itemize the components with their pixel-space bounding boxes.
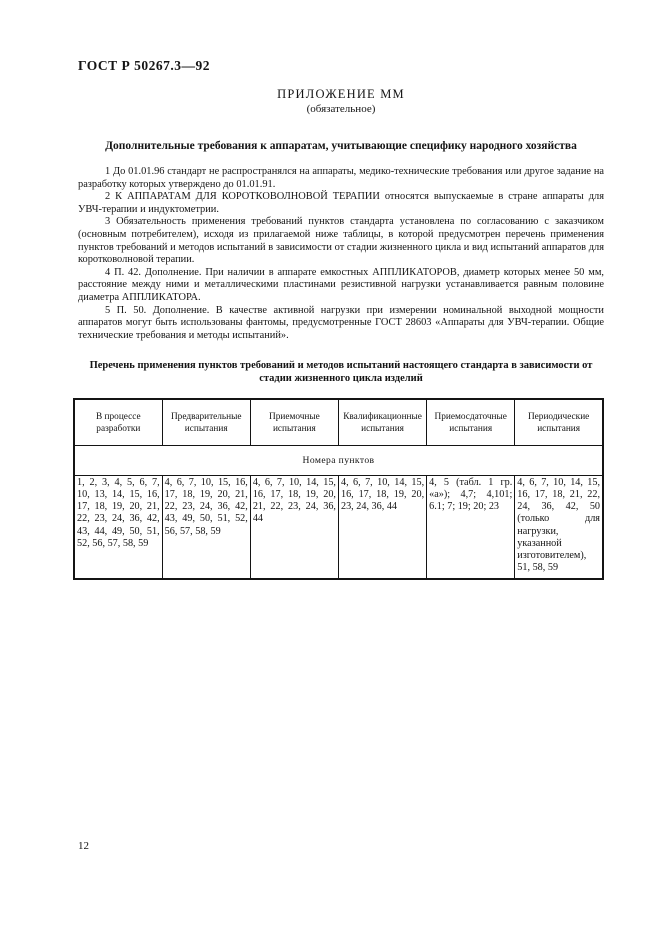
cell-periodic-points: 4, 6, 7, 10, 14, 15, 16, 17, 18, 21, 22, 24, 36, 42, 50 (только для нагрузки, указанной изготовителем), 51, 58, 59 [515, 475, 603, 579]
paragraph-4: 4 П. 42. Дополнение. При наличии в аппарате емкостных АППЛИКАТОРОВ, диаметр которых менее 50 мм, расстояние между ними и металлическими пластинами резистивной нагрузки устанавливается равным половине диаметра АППЛИКАТОРА. [78, 266, 604, 303]
paragraph-2: 2 К АППАРАТАМ ДЛЯ КОРОТКОВОЛНОВОЙ ТЕРАПИИ относятся выпускаемые в стране аппараты для УВЧ-терапии и индуктометрии. [78, 191, 604, 215]
cell-qualification-points: 4, 6, 7, 10, 14, 15, 16, 17, 18, 19, 20, 23, 24, 36, 44 [338, 475, 426, 579]
paragraph-1: 1 До 01.01.96 стандарт не распространялся на аппараты, медико-технические требования или другое задание на разработку которых утверждено до 01.01.91. [78, 166, 604, 190]
column-header-handover: Приемосдаточные испытания [427, 399, 515, 445]
table-data-row [74, 475, 603, 579]
page-number: 12 [78, 840, 89, 852]
cell-acceptance-points: 4, 6, 7, 10, 14, 15, 16, 17, 18, 19, 20, 21, 22, 23, 24, 36, 44 [250, 475, 338, 579]
paragraph-3: 3 Обязательность применения требований пунктов стандарта установлена по согласованию с заказчиком (основным потребителем), исходя из прилагаемой ниже таблицы, в которой предусмотрен перечень применения пунктов требований и методов испытаний в зависимости от стадии жизненного цикла и вид испытаний аппаратов для коротковолновой терапии. [78, 216, 604, 266]
body-text [78, 166, 604, 342]
cell-handover-points: 4, 5 (табл. 1 гр. «а»); 4,7; 4,101; 6.1; 7; 19; 20; 23 [427, 475, 515, 579]
column-header-qualification: Квалификационные испытания [338, 399, 426, 445]
subheader-point-numbers: Номера пунктов [74, 445, 603, 475]
standard-number: ГОСТ Р 50267.3—92 [78, 58, 211, 73]
cell-development-points: 1, 2, 3, 4, 5, 6, 7, 10, 13, 14, 15, 16, 17, 18, 19, 20, 21, 22, 23, 24, 36, 42, 43, 44, 49, 50, 51, 52, 56, 57, 58, 59 [74, 475, 162, 579]
column-header-periodic: Периодические испытания [515, 399, 603, 445]
cell-preliminary-points: 4, 6, 7, 10, 15, 16, 17, 18, 19, 20, 21, 22, 23, 24, 36, 42, 43, 49, 50, 51, 52, 56, 57, 58, 59 [162, 475, 250, 579]
column-header-acceptance: Приемочные испытания [250, 399, 338, 445]
table-subheader-row [74, 445, 603, 475]
appendix-subtitle: (обязательное) [306, 103, 376, 115]
table-caption: Перечень применения пунктов требований и методов испытаний настоящего стандарта в зависимости от стадии жизненного цикла изделий [89, 360, 593, 385]
appendix-title: ПРИЛОЖЕНИЕ ММ [277, 87, 405, 101]
paragraph-5: 5 П. 50. Дополнение. В качестве активной нагрузки при измерении номинальной выходной мощности аппаратов могут быть использованы фантомы, предусмотренные ГОСТ 28603 «Аппараты для УВЧ-терапии. Общие технические требования и методы испытаний». [78, 304, 604, 341]
table-header-row [74, 399, 603, 445]
column-header-preliminary: Предварительные испытания [162, 399, 250, 445]
column-header-development: В процессе разработки [74, 399, 162, 445]
section-title: Дополнительные требования к аппаратам, учитывающие специфику народного хозяйства [105, 140, 577, 152]
points-table [73, 398, 604, 580]
